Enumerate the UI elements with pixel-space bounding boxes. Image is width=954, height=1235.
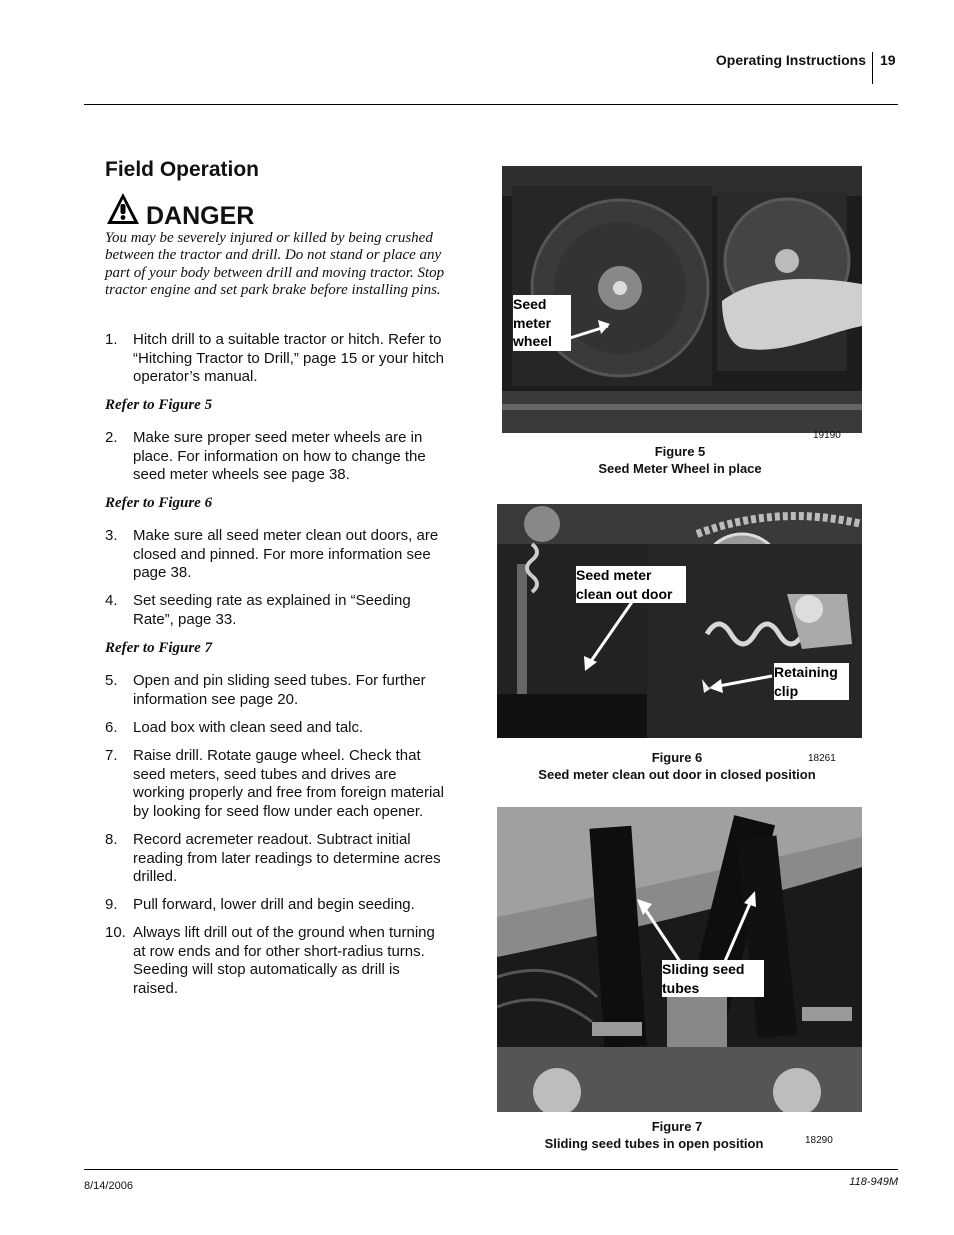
figure-7-id: 18290 (805, 1135, 833, 1146)
figure-6-number: Figure 6 (651, 750, 703, 765)
step-number: 9. (105, 896, 118, 913)
danger-heading: DANGER (146, 202, 255, 230)
section-title: Field Operation (105, 158, 260, 181)
step-number: 6. (105, 719, 118, 736)
step-number: 3. (105, 527, 118, 544)
figure-5-id: 19190 (813, 430, 841, 441)
callout-retaining-clip: Retaining clip (774, 663, 849, 700)
step-text: Pull forward, lower drill and begin seeding. (133, 896, 415, 913)
step-number: 5. (105, 672, 118, 689)
step-text: Make sure all seed meter clean out doors, are closed and pinned. For more information see page 38. (133, 527, 439, 582)
figure-7-number: Figure 7 (651, 1119, 703, 1134)
step-text: Open and pin sliding seed tubes. For further information see page 20. (133, 672, 426, 708)
figure-5-number: Figure 5 (654, 444, 706, 459)
refer-note: Refer to Figure 7 (105, 640, 213, 656)
step-text: Hitch drill to a suitable tractor or hitch. Refer to “Hitching Tractor to Drill,” page 15 or your hitch operator’s manual. (133, 331, 444, 386)
step-text: Load box with clean seed and talc. (133, 719, 364, 736)
footer-rule (84, 1169, 898, 1170)
callout-clean-out-door: Seed meter clean out door (576, 566, 686, 603)
step-number: 1. (105, 331, 118, 348)
danger-message: You may be severely injured or killed by being crushed between the tractor and drill. Do not stand or place any part of your body between drill and moving tractor. Stop tractor engine and set park brake before installing pins. (105, 230, 445, 299)
header-divider (872, 52, 873, 84)
step-text: Set seeding rate as explained in “Seeding Rate”, page 33. (133, 592, 411, 628)
callout-sliding-seed-tubes: Sliding seed tubes (662, 960, 764, 997)
callout-seed-meter-wheel: Seed meter wheel (513, 295, 571, 351)
step-number: 10. (105, 924, 126, 941)
step-text: Make sure proper seed meter wheels are in place. For information on how to change the seed meter wheels see page 38. (133, 429, 426, 484)
header-section-title: Operating Instructions (715, 52, 866, 68)
step-text: Always lift drill out of the ground when turning at row ends and for other short-radius turns. Seeding will stop automatically as drill is raised. (133, 924, 435, 998)
refer-note: Refer to Figure 5 (105, 397, 213, 413)
step-text: Raise drill. Rotate gauge wheel. Check that seed meters, seed tubes and drives are working properly and free from foreign material by looking for seed flow under each opener. (133, 747, 444, 821)
step-text: Record acremeter readout. Subtract initial reading from later readings to determine acres drilled. (133, 831, 441, 886)
page-number: 19 (880, 52, 896, 68)
header-rule (84, 104, 898, 105)
step-number: 8. (105, 831, 118, 848)
refer-note: Refer to Figure 6 (105, 495, 213, 511)
figure-6-id: 18261 (808, 753, 836, 764)
footer-doc-number: 118-949M (849, 1176, 898, 1188)
figure-6-caption: Seed meter clean out door in closed position (538, 767, 816, 782)
warning-triangle-icon (105, 191, 141, 227)
step-number: 2. (105, 429, 118, 446)
figure-7-caption: Sliding seed tubes in open position (544, 1136, 764, 1151)
step-number: 7. (105, 747, 118, 764)
step-number: 4. (105, 592, 118, 609)
footer-date: 8/14/2006 (84, 1180, 133, 1192)
figure-6-photo (497, 504, 862, 738)
figure-5-caption: Seed Meter Wheel in place (598, 461, 762, 476)
